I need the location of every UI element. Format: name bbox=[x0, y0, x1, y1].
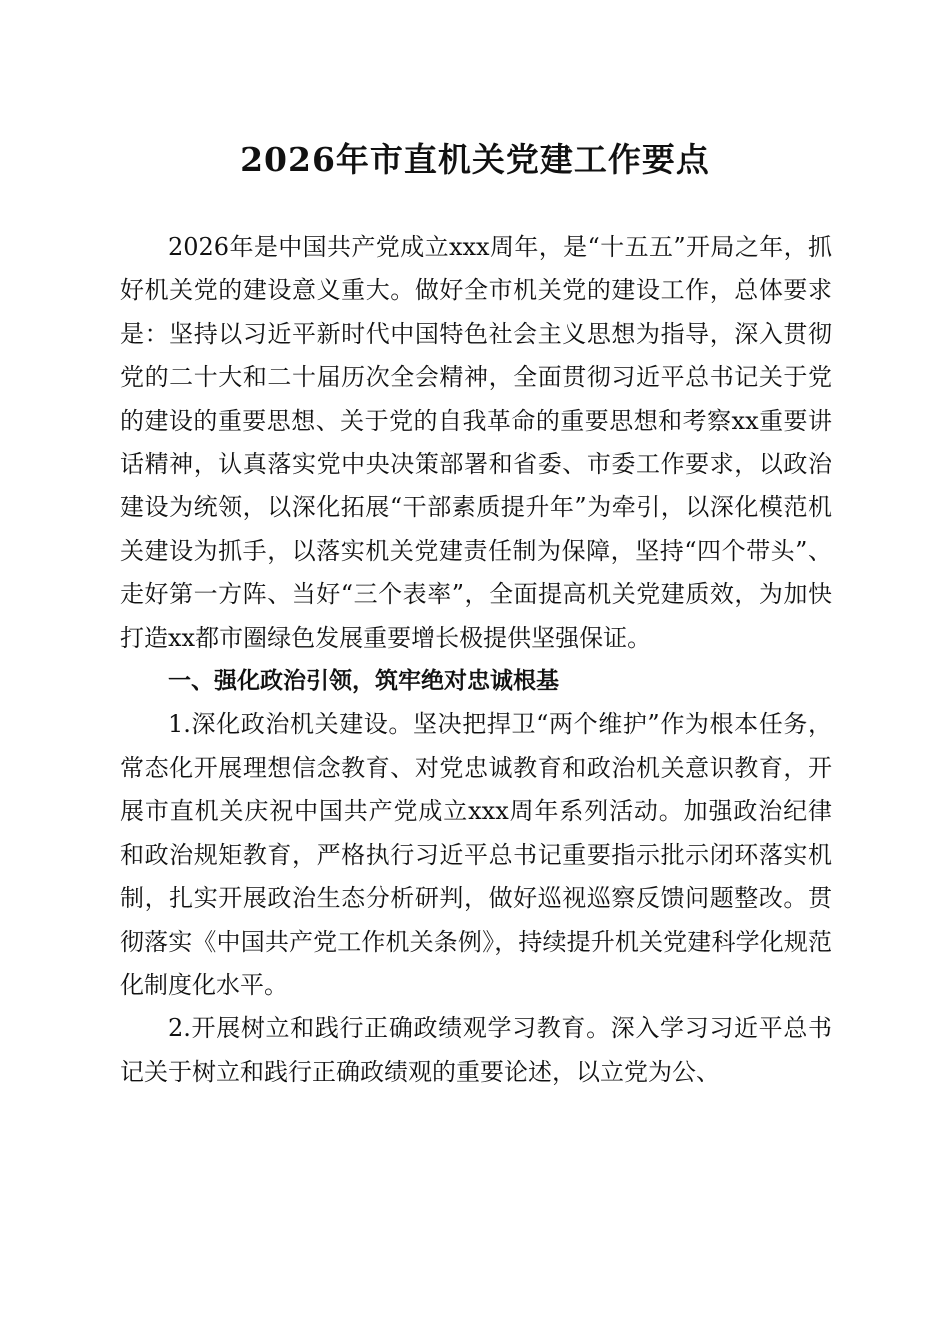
document-body bbox=[120, 226, 832, 1094]
document-title: 2026年市直机关党建工作要点 bbox=[240, 140, 710, 179]
section-heading-1: 一、强化政治引领，筑牢绝对忠诚根基 bbox=[168, 668, 559, 695]
item-paragraph-2: 2.开展树立和践行正确政绩观学习教育。深入学习习近平总书记关于树立和践行正确政绩观的重要论述，以立党为公、 bbox=[120, 1014, 832, 1086]
item-paragraph-1: 1.深化政治机关建设。坚决把捍卫“两个维护”作为根本任务，常态化开展理想信念教育、对党忠诚教育和政治机关意识教育，开展市直机关庆祝中国共产党成立xxx周年系列活动。加强政治纪律和政治规矩教育，严格执行习近平总书记重要指示批示闭环落实机制，扎实开展政治生态分析研判，做好巡视巡察反馈问题整改。贯彻落实《中国共产党工作机关条例》，持续提升机关党建科学化规范化制度化水平。 bbox=[120, 710, 832, 999]
intro-paragraph: 2026年是中国共产党成立xxx周年，是“十五五”开局之年，抓好机关党的建设意义重大。做好全市机关党的建设工作，总体要求是：坚持以习近平新时代中国特色社会主义思想为指导，深入贯彻党的二十大和二十届历次全会精神，全面贯彻习近平总书记关于党的建设的重要思想、关于党的自我革命的重要思想和考察xx重要讲话精神，认真落实党中央决策部署和省委、市委工作要求，以政治建设为统领，以深化拓展“干部素质提升年”为牵引，以深化模范机关建设为抓手，以落实机关党建责任制为保障，坚持“四个带头”、走好第一方阵、当好“三个表率”，全面提高机关党建质效，为加快打造xx都市圈绿色发展重要增长极提供坚强保证。 bbox=[120, 233, 832, 652]
